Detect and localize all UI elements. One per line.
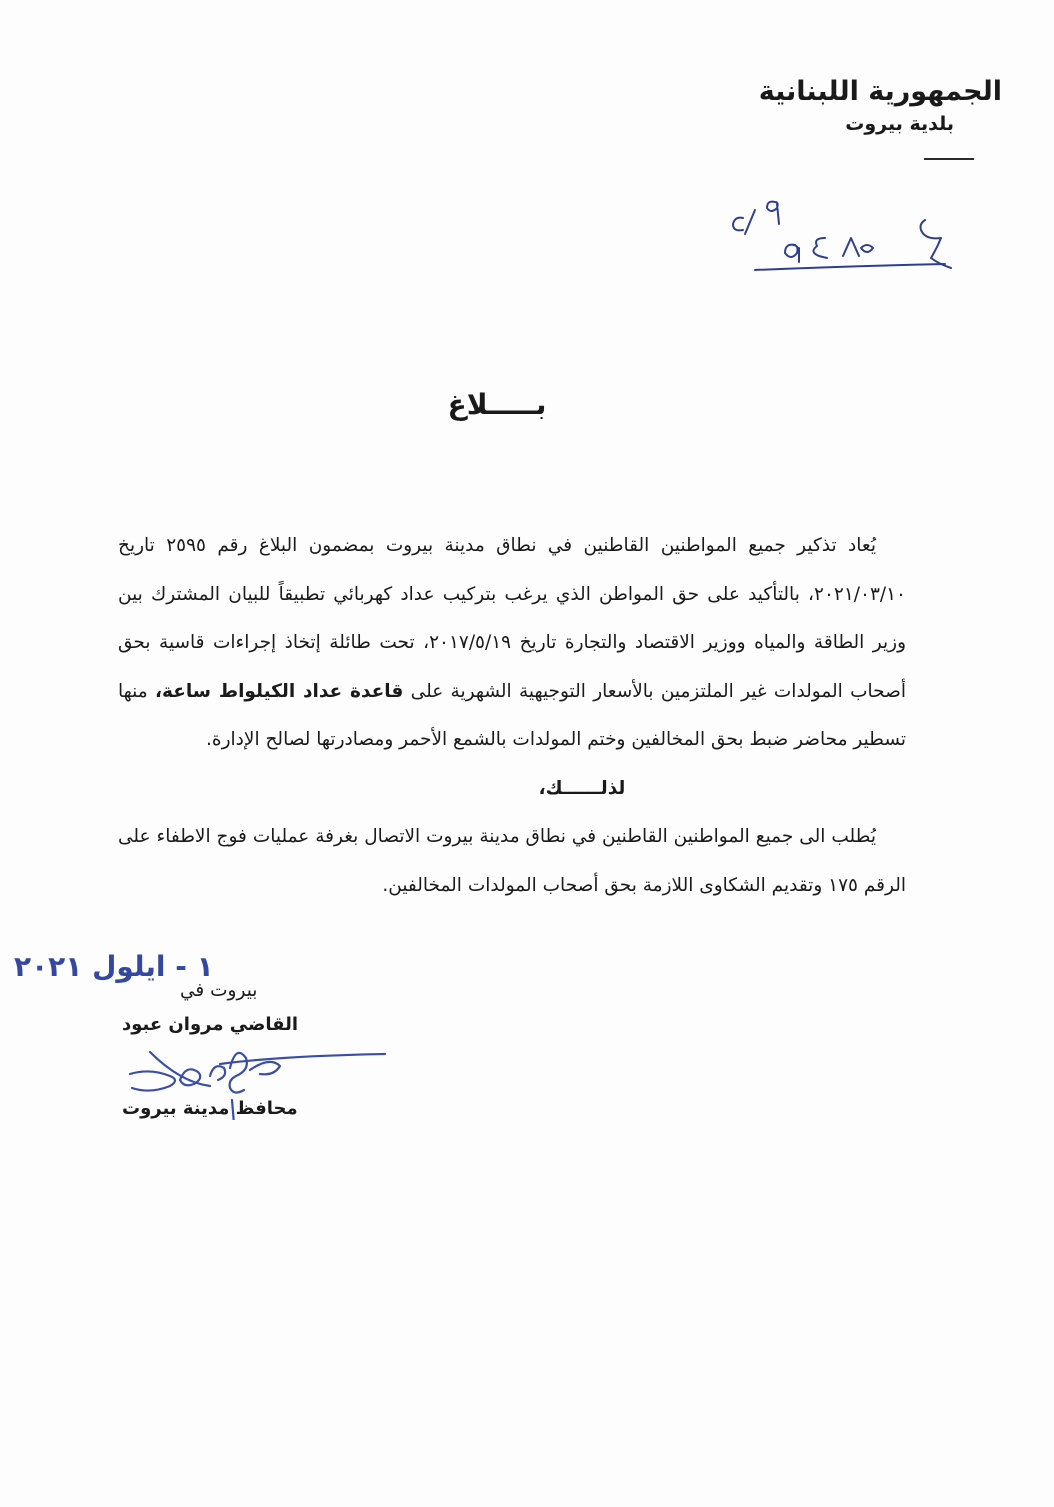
place-line: بيروت في — [180, 980, 258, 1001]
date-stamp: ١ - ايلول ٢٠٢١ — [14, 950, 214, 983]
paragraph-reminder — [118, 522, 906, 765]
republic-heading: الجمهورية اللبنانية — [758, 76, 1002, 107]
notice-title: بـــــلاغ — [447, 388, 547, 421]
therefore-heading: لذلــــــك، — [538, 777, 626, 799]
paragraph-reminder-emphasis: قاعدة عداد الكيلواط ساعة، — [154, 680, 404, 702]
letterhead-divider — [924, 158, 974, 160]
notice-body — [118, 522, 906, 910]
paragraph-reminder-text: يُعاد تذكير جميع المواطنين القاطنين في نطاق مدينة بيروت بمضمون البلاغ رقم ٢٥٩٥ تاريخ ٢٠٢١/٠٣/١٠، بالتأكيد على حق المواطن الذي يرغب بتركيب عداد كهربائي تطبيقاً للبيان المشترك بين وزير الطاقة والمياه ووزير الاقتصاد والتجارة تاريخ ٢٠١٧/٥/١٩، تحت طائلة إتخاذ إجراءات قاسية بحق أصحاب المولدات غير الملتزمين بالأسعار التوجيهية الشهرية على — [118, 535, 907, 702]
paragraph-request: يُطلب الى جميع المواطنين القاطنين في نطاق مدينة بيروت الاتصال بغرفة عمليات فوج الاطفاء على الرقم ١٧٥ وتقديم الشكاوى اللازمة بحق أصحاب المولدات المخالفين. — [118, 826, 906, 896]
municipality-heading: بلدية بيروت — [845, 113, 954, 135]
handwritten-reference-number — [715, 190, 965, 275]
letterhead — [682, 76, 1002, 135]
signer-name: القاضي مروان عبود — [122, 1014, 299, 1035]
signer-title: محافظ مدينة بيروت — [122, 1098, 298, 1119]
paragraph-reminder-end: منها تسطير محاضر ضبط بحق المخالفين وختم المولدات بالشمع الأحمر ومصادرتها لصالح الإدارة. — [118, 680, 906, 750]
